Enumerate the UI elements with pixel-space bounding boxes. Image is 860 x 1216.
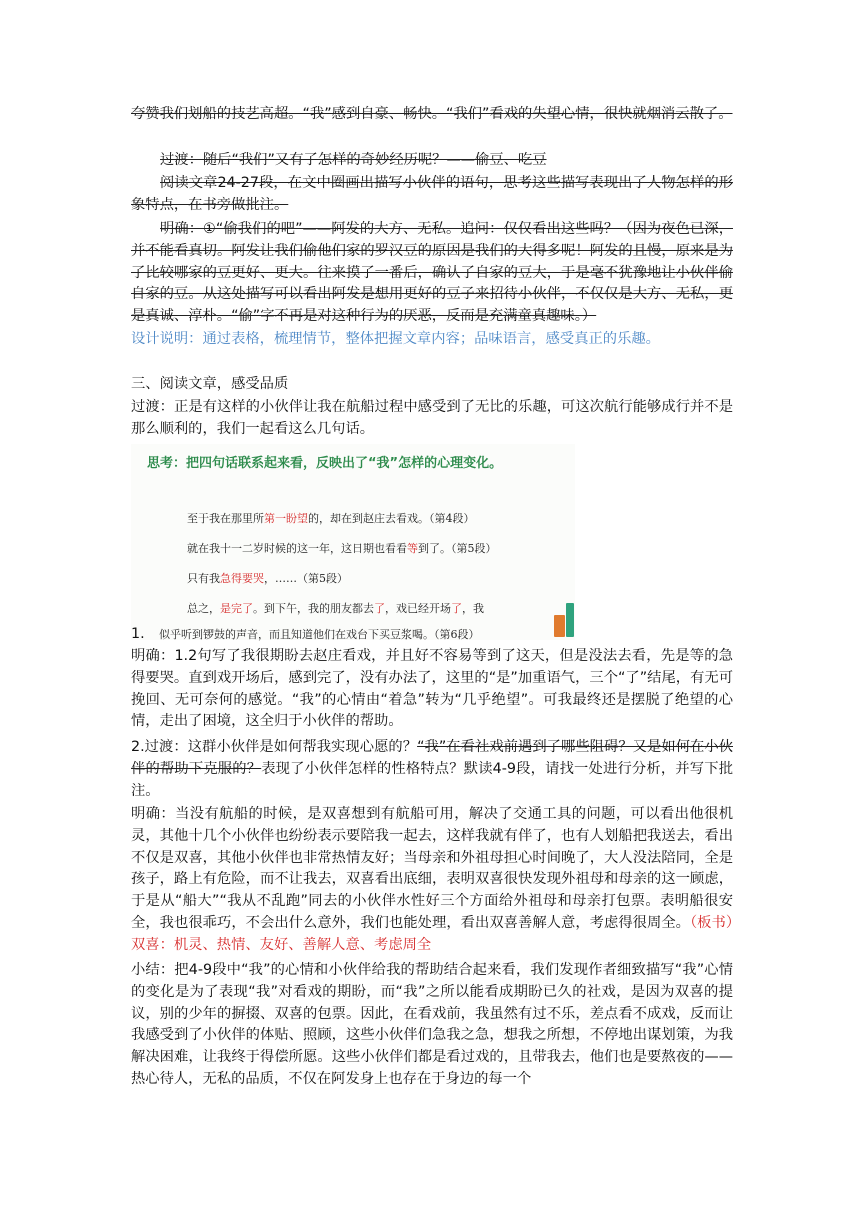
figure-sentence-2: 就在我十一二岁时候的这一年，这日期也看看等到了。（第5段） [187, 542, 497, 555]
list-number: 1. [131, 626, 145, 642]
paragraph-question-2: 2.过渡：这群小伙伴是如何帮我实现心愿的？“我”在看社戏前遇到了哪些阻碍？又是如何在小伙伴的帮助下克服的？表现了小伙伴怎样的性格特点？默读4-9段，请找一处进行分析，并写下批注。 [131, 739, 733, 799]
paragraph-answer-2: 明确：当没有航船的时候，是双喜想到有航船可用，解决了交通工具的问题，可以看出他很机灵，其他十几个小伙伴也纷纷表示要陪我一起去，这样我就有伴了，也有人划船把我送去，看出不仅是双喜，其他小伙伴也非常热情友好；当母亲和外祖母担心时间晚了，大人没法陪同，全是孩子，路上有危险，而不让我去，双喜看出底细，表明双喜很快发现外祖母和母亲的这一顾虑，于是从“船大”“我从不乱跑”同去的小伙伴水性好三个方面给外祖母和母亲打包票。表明船很安全，我也很乖巧，不会出什么意外，我们也能处理，看出双喜善解人意，考虑得很周全。（板书）双喜：机灵、热情、友好、善解人意、考虑周全 [131, 806, 733, 953]
paragraph-summary-strike: 夸赞我们划船的技艺高超。“我”感到自豪、畅快。“我们”看戏的失望心情，很快就烟消云散了。 [131, 106, 733, 122]
section-heading: 三、阅读文章，感受品质 [131, 376, 289, 392]
figure-book-icon-2 [566, 603, 574, 637]
paragraph-reading-task-strike: 阅读文章24-27段，在文中圈画出描写小伙伴的语句，思考这些描写表现出了人物怎样的形象特点，在书旁做批注。 [131, 175, 733, 213]
paragraph-answer-strike: 明确：①“偷我们的吧”——阿发的大方、无私。追问：仅仅看出这些吗？（因为夜色已深，并不能看真切。阿发让我们偷他们家的罗汉豆的原因是我们的大得多呢！阿发的且慢，原来是为了比较哪家的豆更好、更大。往来摸了一番后，确认了自家的豆大，于是毫不犹豫地让小伙伴偷自家的豆。从这处描写可以看出阿发是想用更好的豆子来招待小伙伴，不仅仅是大方、无私，更是真诚、淳朴。“偷”字不再是对这种行为的厌恶，反而是充满童真趣味。） [131, 221, 733, 325]
paragraph-summary: 小结：把4-9段中“我”的心情和小伙伴给我的帮助结合起来看，我们发现作者细致描写“我”心情的变化是为了表现“我”对看戏的期盼，而“我”之所以能看成期盼已久的社戏，是因为双喜的提议，别的少年的摒掇、双喜的包票。因此，在看戏前，我虽然有过不乐，差点看不成戏，反而让我感受到了小伙伴的体贴、照顾，这些小伙伴们急我之急，想我之所想，不停地出谋划策，为我解决困难，让我终于得偿所愿。这些小伙伴们都是看过戏的，且带我去，他们也是要熬夜的——热心待人，无私的品质，不仅在阿发身上也存在于身边的每一个 [131, 962, 733, 1087]
figure-sentence-5: 似乎听到锣鼓的声音，而且知道他们在戏台下买豆浆喝。（第6段） [159, 628, 480, 641]
design-note: 设计说明：通过表格，梳理情节，整体把握文章内容；品味语言，感受真正的乐趣。 [131, 331, 660, 347]
figure-sentence-3: 只有我急得要哭，……（第5段） [187, 572, 348, 585]
figure-title: 思考：把四句话联系起来看，反映出了“我”怎样的心理变化。 [147, 456, 503, 471]
quote-figure [131, 444, 575, 640]
paragraph-transition-strike: 过渡：随后“我们”又有了怎样的奇妙经历呢？——偷豆、吃豆 [160, 152, 547, 168]
paragraph-answer-1: 明确：1.2句写了我很期盼去赵庄看戏，并且好不容易等到了这天，但是没法去看，先是等的急得要哭。直到戏开场后，感到完了，没有办法了，这里的“是”加重语气，三个“了”结尾，有无可挽回、无可奈何的感觉。“我”的心情由“着急”转为“几乎绝望”。可我最终还是摆脱了绝望的心情，走出了困境，这全归于小伙伴的帮助。 [131, 648, 733, 730]
figure-book-icon [554, 615, 565, 637]
figure-sentence-1: 至于我在那里所第一盼望的，却在到赵庄去看戏。（第4段） [187, 512, 475, 525]
figure-sentence-4: 总之，是完了。到下午，我的朋友都去了，戏已经开场了，我 [187, 602, 484, 615]
board-note: （板书）双喜：机灵、热情、友好、善解人意、考虑周全 [131, 914, 733, 953]
paragraph-transition: 过渡：正是有这样的小伙伴让我在航船过程中感受到了无比的乐趣，可这次航行能够成行并不是那么顺利的，我们一起看这么几句话。 [131, 399, 733, 437]
